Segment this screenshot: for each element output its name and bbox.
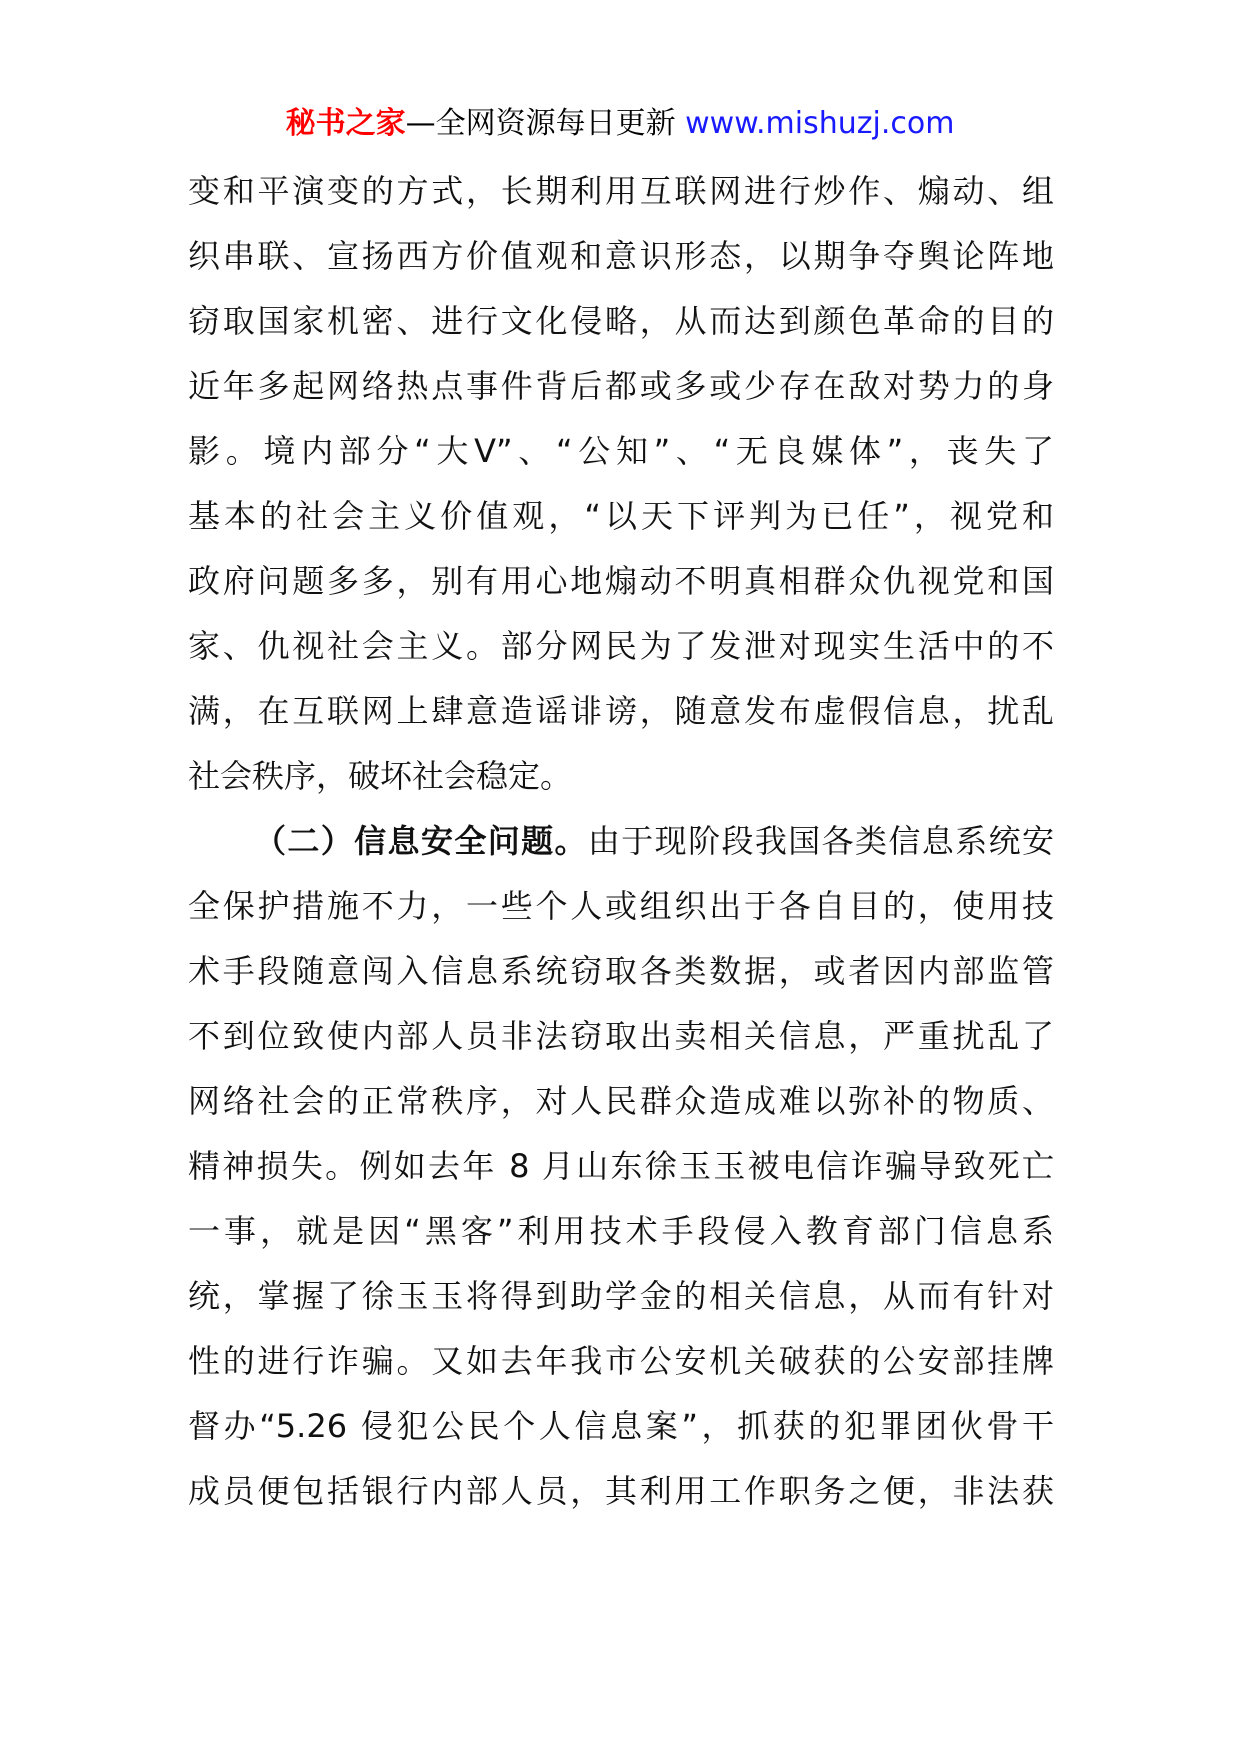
text-line: 近年多起网络热点事件背后都或多或少存在敌对势力的身	[188, 367, 1054, 405]
document-body	[188, 166, 1054, 1531]
text-line: 统，掌握了徐玉玉将得到助学金的相关信息，从而有针对	[188, 1277, 1054, 1315]
text-line: 政府问题多多，别有用心地煽动不明真相群众仇视党和国	[188, 562, 1054, 600]
text-line: 影。境内部分“大V”、“公知”、“无良媒体”，丧失了	[188, 432, 1054, 470]
text-line: 不到位致使内部人员非法窃取出卖相关信息，严重扰乱了	[188, 1017, 1054, 1055]
section-heading-line	[188, 816, 1054, 881]
text-line: 窃取国家机密、进行文化侵略，从而达到颜色革命的目的	[188, 302, 1054, 340]
text-line: 社会秩序，破坏社会稳定。	[188, 757, 573, 795]
text-line: 术手段随意闯入信息系统窃取各类数据，或者因内部监管	[188, 952, 1054, 990]
text-line: 督办“5.26 侵犯公民个人信息案”，抓获的犯罪团伙骨干	[188, 1407, 1054, 1445]
brand-name: 秘书之家	[285, 106, 406, 141]
paragraph-2	[188, 816, 1054, 1531]
header-tagline: —全网资源每日更新	[405, 106, 686, 141]
text-line: 变和平演变的方式，长期利用互联网进行炒作、煽动、组	[188, 172, 1054, 210]
header-url-link[interactable]: www.mishuzj.com	[685, 106, 955, 141]
text-line: 全保护措施不力，一些个人或组织出于各自目的，使用技	[188, 887, 1054, 925]
text-line: 基本的社会主义价值观，“以天下评判为已任”，视党和	[188, 497, 1054, 535]
text-line: 满，在互联网上肆意造谣诽谤，随意发布虚假信息，扰乱	[188, 692, 1054, 730]
text-line: 性的进行诈骗。又如去年我市公安机关破获的公安部挂牌	[188, 1342, 1054, 1380]
text-line: 成员便包括银行内部人员，其利用工作职务之便，非法获	[188, 1472, 1054, 1510]
text-line: 家、仇视社会主义。部分网民为了发泄对现实生活中的不	[188, 627, 1054, 665]
paragraph-1	[188, 166, 1054, 816]
text-line: 织串联、宣扬西方价值观和意识形态，以期争夺舆论阵地	[188, 237, 1054, 275]
heading-line-text: 由于现阶段我国各类信息系统安	[587, 822, 1054, 860]
text-line: 网络社会的正常秩序，对人民群众造成难以弥补的物质、	[188, 1082, 1054, 1120]
text-line: 一事，就是因“黑客”利用技术手段侵入教育部门信息系	[188, 1212, 1054, 1250]
text-line: 精神损失。例如去年 8 月山东徐玉玉被电信诈骗导致死亡	[188, 1147, 1054, 1185]
site-header	[0, 102, 1240, 146]
section-heading: （二）信息安全问题。	[254, 822, 588, 860]
